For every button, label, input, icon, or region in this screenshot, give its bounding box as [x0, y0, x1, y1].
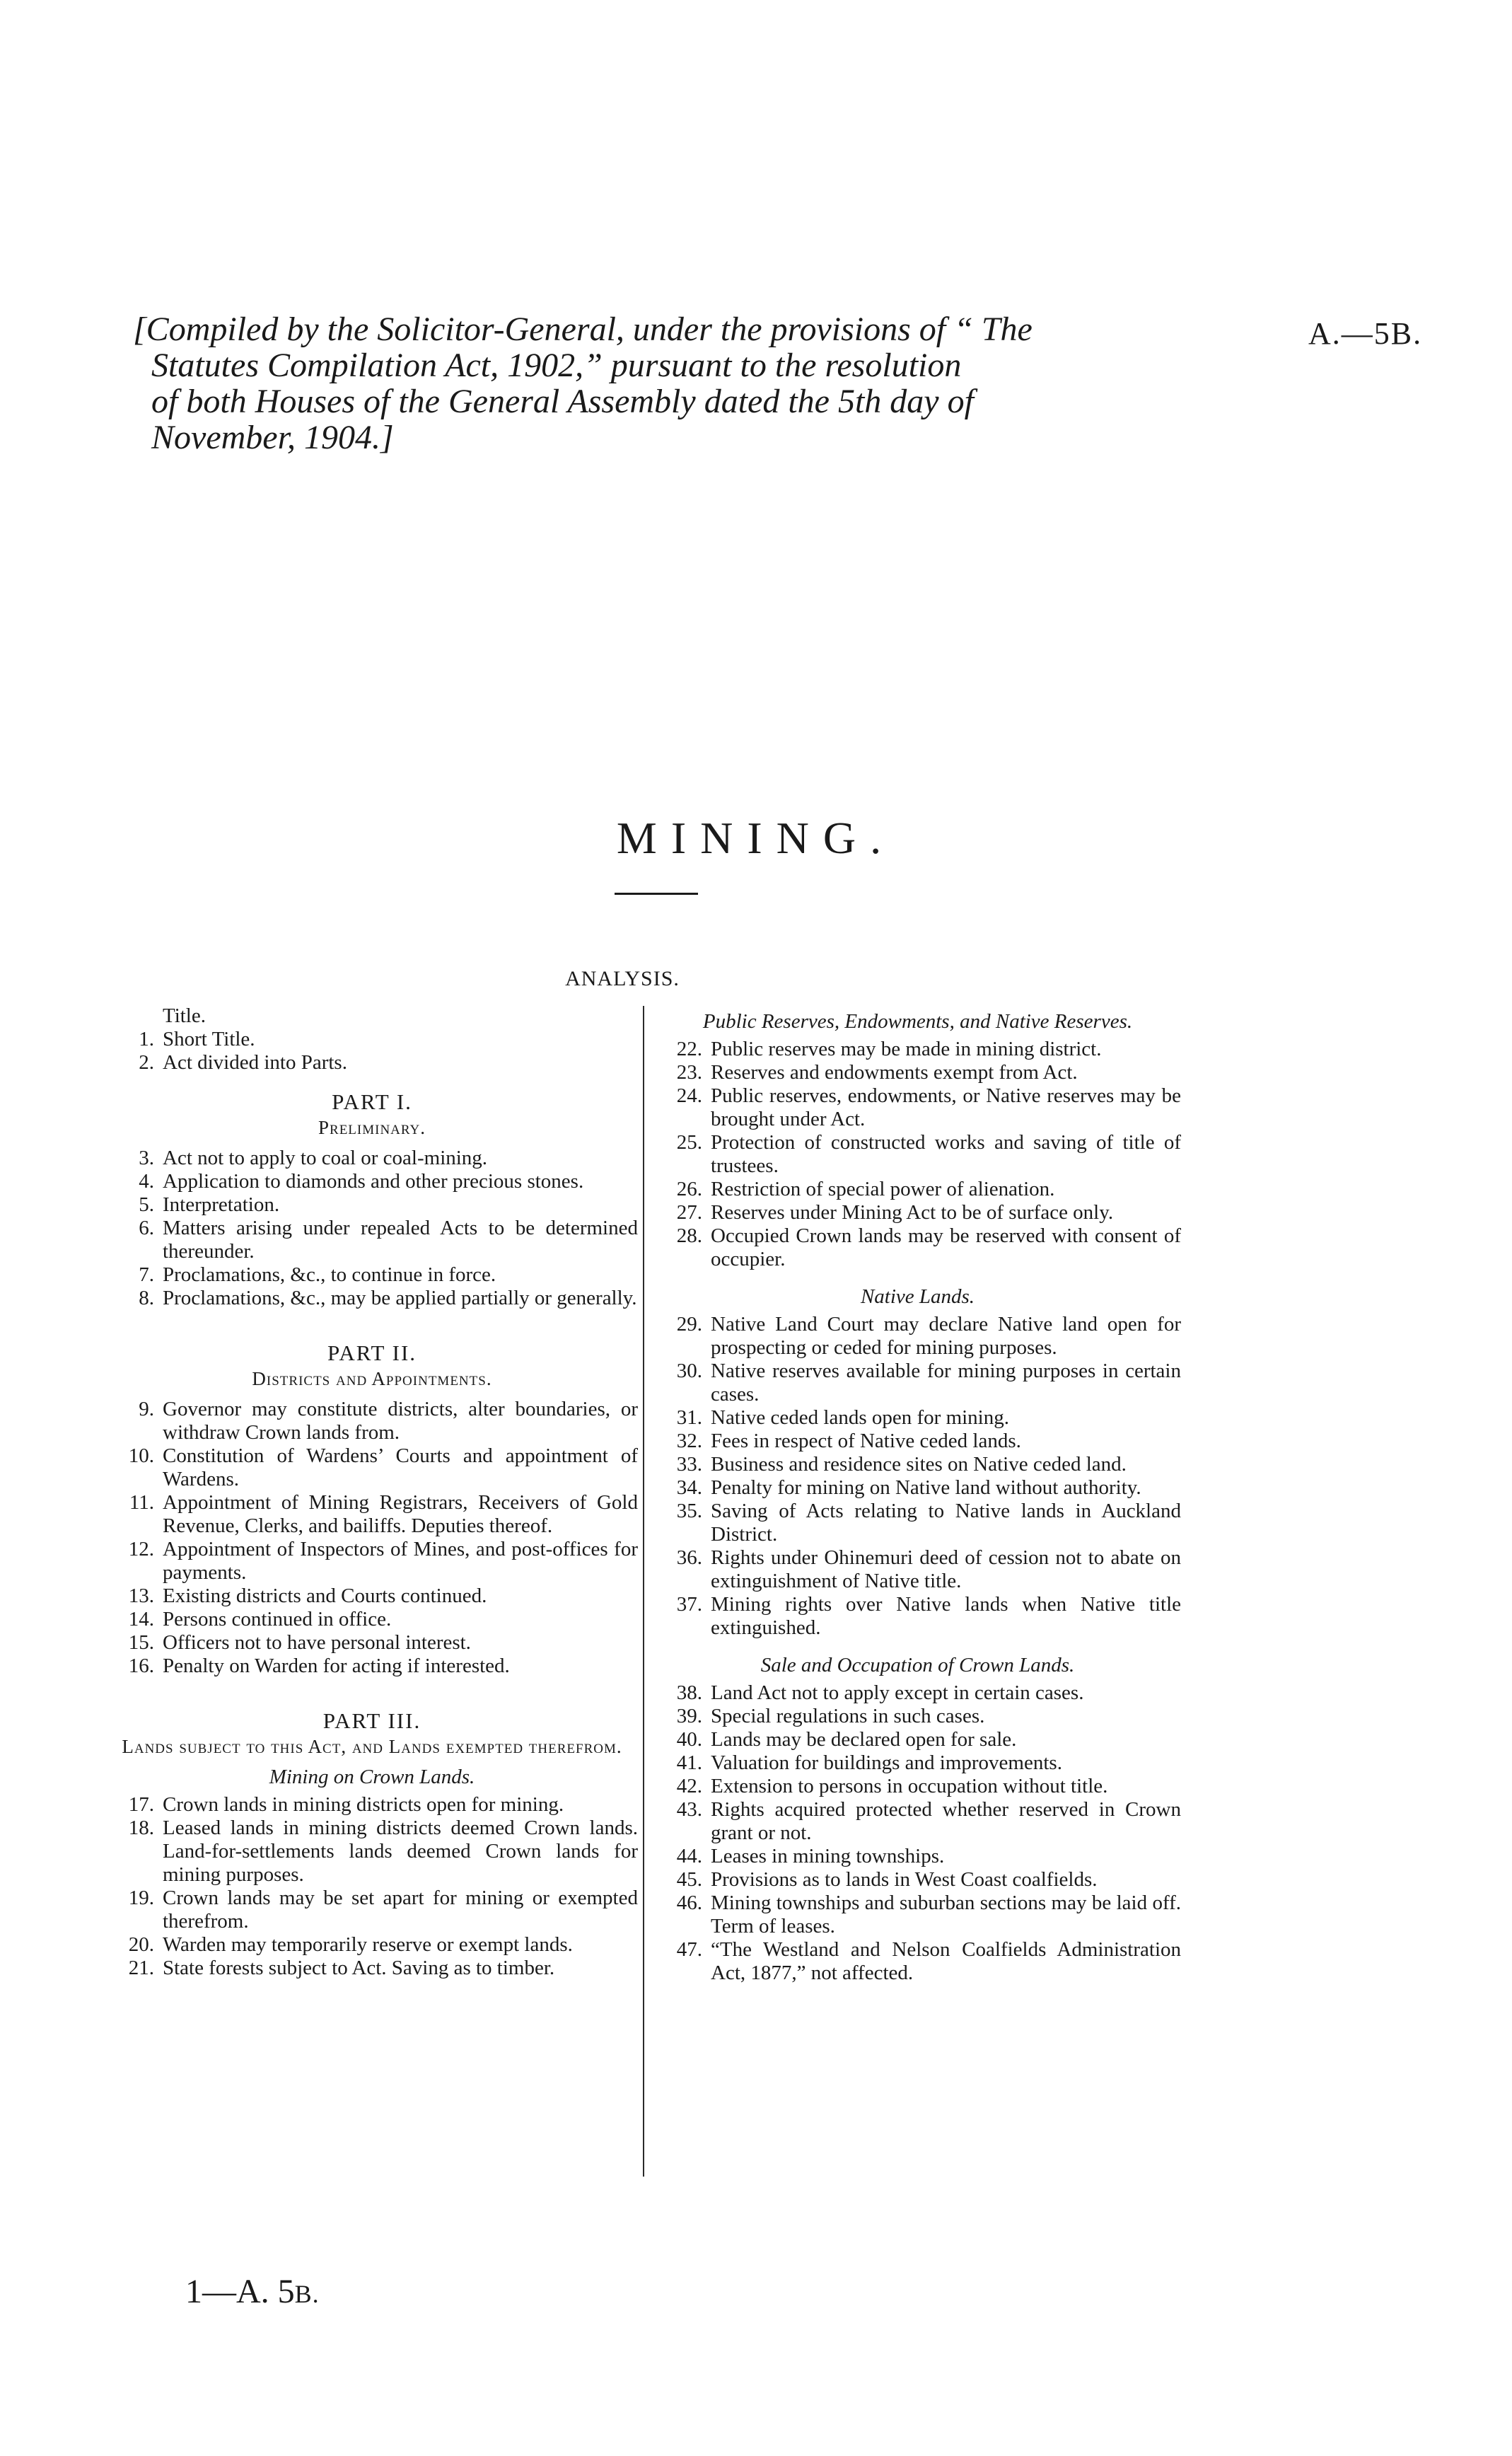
list-item [106, 1444, 638, 1491]
item-text: Proclamations, &c., to continue in force. [163, 1263, 496, 1286]
page-code: A.—5B. [1308, 316, 1423, 351]
item-number: 27. [676, 1201, 702, 1224]
list-item [654, 1476, 1181, 1500]
list-item [106, 1147, 638, 1170]
part-1-items [106, 1147, 638, 1310]
item-text: Valuation for buildings and improvements. [711, 1751, 1062, 1774]
item-number: 23. [676, 1061, 702, 1084]
item-number: 41. [676, 1751, 702, 1774]
item-number: 1. [139, 1028, 154, 1050]
list-item [106, 1957, 638, 1980]
part-2-subheading: Districts and Appointments. [252, 1368, 492, 1389]
list-item [654, 1845, 1181, 1868]
item-text: Governor may constitute districts, alter boundaries, or withdraw Crown lands from. [163, 1398, 638, 1444]
item-text: Reserves and endowments exempt from Act. [711, 1061, 1078, 1084]
item-number: 9. [139, 1398, 154, 1420]
part-3-heading: PART III. [322, 1708, 421, 1733]
part-3-items [106, 1793, 638, 1980]
native-lands-items [654, 1313, 1181, 1640]
item-number: 47. [676, 1938, 702, 1961]
part-1-subheading: Preliminary. [318, 1117, 426, 1138]
list-item [106, 1793, 638, 1817]
item-number: 4. [139, 1170, 154, 1193]
item-number: 22. [676, 1038, 702, 1060]
list-item [106, 1051, 638, 1074]
item-number: 5. [139, 1193, 154, 1216]
item-text: Native Land Court may declare Native land open for prospecting or ceded for mining purposes. [711, 1313, 1181, 1359]
analysis-heading: ANALYSIS. [565, 967, 680, 990]
item-number: 16. [128, 1655, 154, 1677]
item-text: Leased lands in mining districts deemed Crown lands. Land-for-settlements lands deemed Crown lands for mining purposes. [163, 1817, 638, 1886]
item-text: Appointment of Mining Registrars, Receivers of Gold Revenue, Clerks, and bailiffs. Deputies thereof. [163, 1491, 638, 1537]
list-item [106, 1170, 638, 1193]
item-number: 39. [676, 1705, 702, 1727]
page-signature [185, 2272, 320, 2311]
list-item [106, 1028, 638, 1051]
item-number: 32. [676, 1430, 702, 1452]
item-text: Appointment of Inspectors of Mines, and post-offices for payments. [163, 1538, 638, 1584]
list-item [106, 1491, 638, 1538]
signature-main: 1—A. 5 [185, 2273, 295, 2310]
item-number: 26. [676, 1178, 702, 1200]
analysis-right-column [654, 1004, 1181, 1985]
compilation-note-line-4: November, 1904.] [151, 419, 394, 456]
item-number: 11. [129, 1491, 154, 1514]
item-number: 28. [676, 1224, 702, 1247]
list-item [654, 1430, 1181, 1453]
item-text: Crown lands in mining districts open for mining. [163, 1793, 564, 1816]
item-text: Public reserves may be made in mining district. [711, 1038, 1102, 1060]
item-text: Crown lands may be set apart for mining or exempted therefrom. [163, 1887, 638, 1933]
list-item [654, 1681, 1181, 1705]
item-text: Mining rights over Native lands when Native title extinguished. [711, 1593, 1181, 1639]
item-text: Business and residence sites on Native ceded land. [711, 1453, 1127, 1476]
item-number: 19. [128, 1887, 154, 1909]
item-number: 35. [676, 1500, 702, 1522]
item-text: Penalty on Warden for acting if interested. [163, 1655, 510, 1677]
list-item [654, 1061, 1181, 1084]
item-text: Lands may be declared open for sale. [711, 1728, 1017, 1751]
item-number: 25. [676, 1131, 702, 1154]
item-text: Act divided into Parts. [163, 1051, 347, 1074]
item-text: Penalty for mining on Native land without authority. [711, 1476, 1141, 1499]
item-text: Persons continued in office. [163, 1608, 392, 1630]
intro-items [106, 1028, 638, 1074]
item-text: Native ceded lands open for mining. [711, 1406, 1009, 1429]
item-text: “The Westland and Nelson Coalfields Administration Act, 1877,” not affected. [711, 1938, 1181, 1984]
item-number: 34. [676, 1476, 702, 1499]
item-text: Fees in respect of Native ceded lands. [711, 1430, 1021, 1452]
item-number: 3. [139, 1147, 154, 1169]
item-number: 46. [676, 1892, 702, 1914]
item-number: 44. [676, 1845, 702, 1867]
item-number: 14. [128, 1608, 154, 1630]
list-item [654, 1313, 1181, 1360]
list-item [106, 1608, 638, 1631]
item-number: 29. [676, 1313, 702, 1336]
list-item [654, 1798, 1181, 1845]
item-number: 31. [676, 1406, 702, 1429]
item-number: 40. [676, 1728, 702, 1751]
item-text: Public reserves, endowments, or Native reserves may be brought under Act. [711, 1084, 1181, 1130]
list-item [654, 1131, 1181, 1178]
item-number: 24. [676, 1084, 702, 1107]
item-number: 15. [128, 1631, 154, 1654]
item-number: 12. [128, 1538, 154, 1560]
list-item [106, 1631, 638, 1655]
list-item [106, 1287, 638, 1310]
list-item [106, 1263, 638, 1287]
item-text: Mining townships and suburban sections may be laid off. Term of leases. [711, 1892, 1181, 1937]
list-item [654, 1406, 1181, 1430]
title-rule [615, 893, 698, 895]
item-number: 42. [676, 1775, 702, 1797]
compilation-note-line-1: [Compiled by the Solicitor-General, under the provisions of “ The [133, 311, 1033, 348]
item-text: Act not to apply to coal or coal-mining. [163, 1147, 488, 1169]
part-1-heading: PART I. [332, 1089, 412, 1114]
section-native-lands-heading: Native Lands. [860, 1285, 975, 1308]
list-item [654, 1038, 1181, 1061]
item-text: Land Act not to apply except in certain cases. [711, 1681, 1084, 1704]
list-item [106, 1398, 638, 1444]
item-text: Special regulations in such cases. [711, 1705, 985, 1727]
public-reserves-items [654, 1038, 1181, 1271]
item-text: Leases in mining townships. [711, 1845, 945, 1867]
item-number: 20. [128, 1933, 154, 1956]
item-text: Interpretation. [163, 1193, 280, 1216]
item-number: 38. [676, 1681, 702, 1704]
item-text: State forests subject to Act. Saving as to timber. [163, 1957, 555, 1979]
list-item [654, 1084, 1181, 1131]
list-item [106, 1193, 638, 1217]
part-3-subheading: Lands subject to this Act, and Lands exempted therefrom. [122, 1736, 622, 1757]
item-text: Warden may temporarily reserve or exempt lands. [163, 1933, 573, 1956]
item-number: 8. [139, 1287, 154, 1309]
item-number: 10. [128, 1444, 154, 1467]
item-text: Rights acquired protected whether reserved in Crown grant or not. [711, 1798, 1181, 1844]
list-item [654, 1938, 1181, 1985]
list-item [654, 1360, 1181, 1406]
item-number: 13. [128, 1585, 154, 1607]
item-text: Reserves under Mining Act to be of surface only. [711, 1201, 1114, 1224]
item-text: Existing districts and Courts continued. [163, 1585, 487, 1607]
list-item [654, 1453, 1181, 1476]
item-text: Provisions as to lands in West Coast coalfields. [711, 1868, 1098, 1891]
list-item [654, 1178, 1181, 1201]
item-text: Protection of constructed works and saving of title of trustees. [711, 1131, 1181, 1177]
item-number: 37. [676, 1593, 702, 1616]
item-text: Constitution of Wardens’ Courts and appointment of Wardens. [163, 1444, 638, 1490]
item-text: Rights under Ohinemuri deed of cession not to abate on extinguishment of Native title. [711, 1546, 1181, 1592]
list-item [106, 1585, 638, 1608]
item-number: 6. [139, 1217, 154, 1239]
compilation-note-line-3: of both Houses of the General Assembly dated the 5th day of [151, 383, 974, 420]
list-item [654, 1224, 1181, 1271]
list-item [106, 1655, 638, 1678]
list-item [106, 1538, 638, 1585]
list-item [106, 1887, 638, 1933]
list-item [654, 1593, 1181, 1640]
part-2-heading: PART II. [327, 1340, 417, 1365]
list-item [654, 1201, 1181, 1224]
list-item [654, 1868, 1181, 1892]
crown-lands-items [654, 1681, 1181, 1985]
item-number: 33. [676, 1453, 702, 1476]
compilation-note-line-2: Statutes Compilation Act, 1902,” pursuant to the resolution [151, 347, 962, 384]
item-text: Short Title. [163, 1028, 255, 1050]
list-item [654, 1500, 1181, 1546]
item-number: 2. [139, 1051, 154, 1074]
list-item [654, 1546, 1181, 1593]
item-number: 18. [128, 1817, 154, 1839]
list-item [654, 1775, 1181, 1798]
item-text: Occupied Crown lands may be reserved with consent of occupier. [711, 1224, 1181, 1270]
item-number: 45. [676, 1868, 702, 1891]
part-3-subsection: Mining on Crown Lands. [269, 1766, 475, 1788]
item-number: 7. [139, 1263, 154, 1286]
signature-suffix: B. [294, 2280, 320, 2308]
list-item [654, 1728, 1181, 1751]
list-item [106, 1004, 638, 1028]
list-item [106, 1933, 638, 1957]
analysis-left-column [106, 1004, 638, 1980]
item-number: 21. [128, 1957, 154, 1979]
document-title: MINING. [616, 813, 896, 863]
list-item [106, 1817, 638, 1887]
compilation-note [133, 311, 1194, 456]
column-divider [643, 1006, 644, 2177]
item-text: Restriction of special power of alienation. [711, 1178, 1055, 1200]
item-number: 36. [676, 1546, 702, 1569]
list-item [654, 1705, 1181, 1728]
item-text: Proclamations, &c., may be applied partially or generally. [163, 1287, 637, 1309]
section-crown-lands-heading: Sale and Occupation of Crown Lands. [760, 1654, 1075, 1676]
section-public-reserves-heading: Public Reserves, Endowments, and Native Reserves. [702, 1010, 1133, 1033]
item-number: 17. [128, 1793, 154, 1816]
part-2-items [106, 1398, 638, 1678]
item-number: 30. [676, 1360, 702, 1382]
list-item [654, 1892, 1181, 1938]
item-text: Officers not to have personal interest. [163, 1631, 471, 1654]
item-text: Saving of Acts relating to Native lands in Auckland District. [711, 1500, 1181, 1546]
title-entry: Title. [163, 1004, 206, 1027]
item-number: 43. [676, 1798, 702, 1821]
item-text: Native reserves available for mining purposes in certain cases. [711, 1360, 1181, 1406]
list-item [654, 1751, 1181, 1775]
item-text: Matters arising under repealed Acts to be determined thereunder. [163, 1217, 638, 1263]
item-text: Extension to persons in occupation without title. [711, 1775, 1108, 1797]
list-item [106, 1217, 638, 1263]
item-text: Application to diamonds and other precious stones. [163, 1170, 584, 1193]
